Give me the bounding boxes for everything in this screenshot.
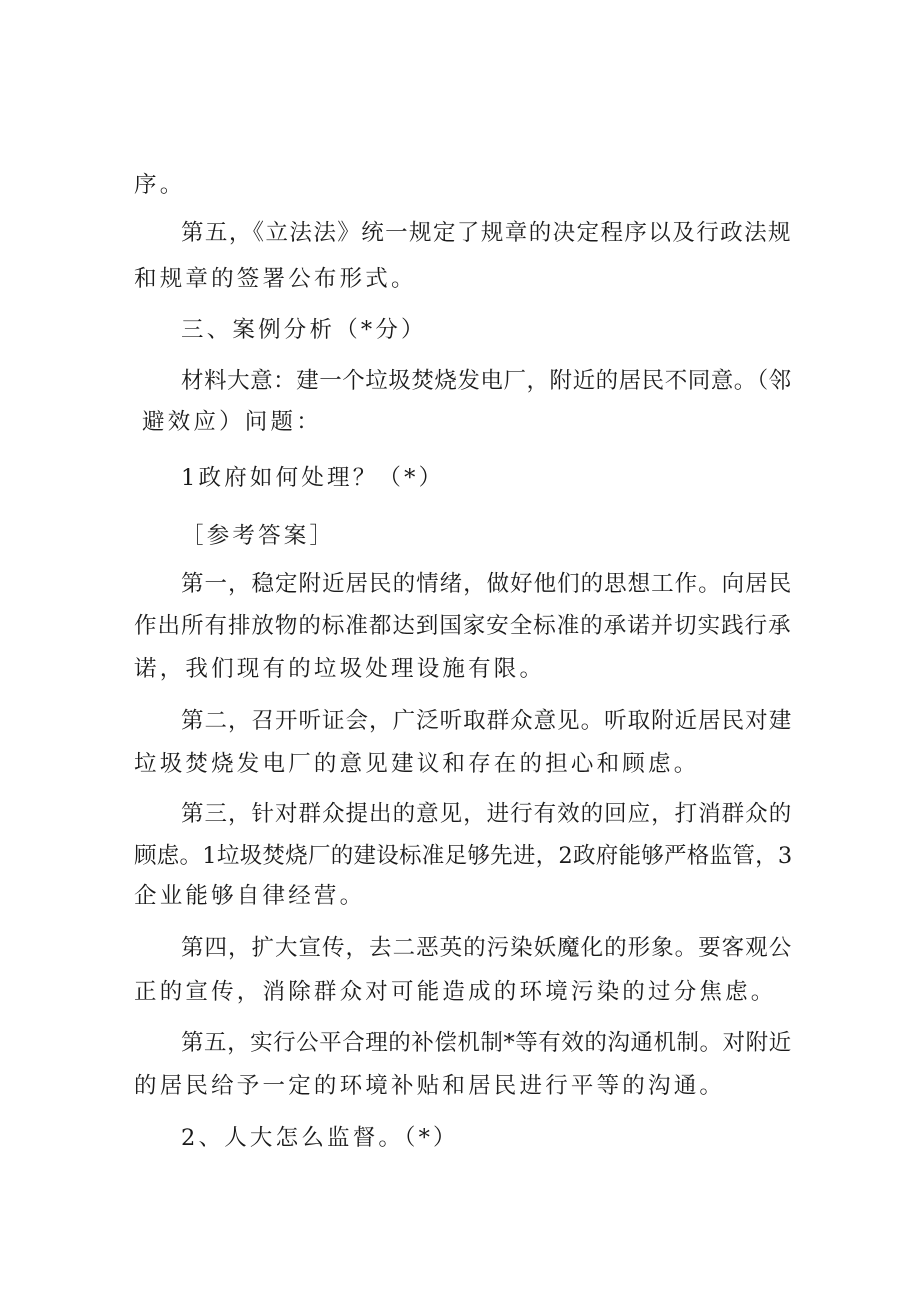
text-line: 第一，稳定附近居民的情绪，做好他们的思想工作。向居民	[181, 571, 793, 597]
text-line: 和规章的签署公布形式。	[134, 266, 417, 292]
text-line: 第五，实行公平合理的补偿机制*等有效的沟通机制。对附近	[181, 1030, 792, 1056]
answer-heading: ［参考答案］	[181, 523, 336, 549]
text-line: 顾虑。1垃圾焚烧厂的建设标准足够先进，2政府能够严格监管，3	[134, 843, 793, 869]
text-line: 第三，针对群众提出的意见，进行有效的回应，打消群众的	[181, 801, 793, 827]
text-line: 序。	[134, 172, 186, 198]
text-line: 第二，召开听证会，广泛听取群众意见。听取附近居民对建	[181, 708, 793, 734]
text-line: 作出所有排放物的标准都达到国家安全标准的承诺并切实践行承	[134, 613, 792, 639]
text-line: 企业能够自律经营。	[134, 883, 366, 909]
text-line: 避效应）问题：	[142, 409, 322, 435]
text-line: 第四，扩大宣传，去二恶英的污染妖魔化的形象。要客观公	[181, 935, 793, 961]
text-line: 第五，《立法法》统一规定了规章的决定程序以及行政法规	[181, 220, 792, 246]
question-line: 2、人大怎么监督。（*）	[181, 1125, 459, 1151]
text-line: 的居民给予一定的环境补贴和居民进行平等的沟通。	[134, 1073, 726, 1099]
text-line: 材料大意：建一个垃圾焚烧发电厂，附近的居民不同意。（邻	[181, 368, 792, 394]
text-line: 诺，我们现有的垃圾处理设施有限。	[134, 656, 546, 682]
text-line: 垃圾焚烧发电厂的意见建议和存在的担心和顾虑。	[134, 751, 700, 777]
section-heading: 三、案例分析（*分）	[181, 317, 427, 343]
question-line: 1政府如何处理？（*）	[181, 465, 445, 491]
text-line: 正的宣传，消除群众对可能造成的环境污染的过分焦虑。	[134, 979, 777, 1005]
